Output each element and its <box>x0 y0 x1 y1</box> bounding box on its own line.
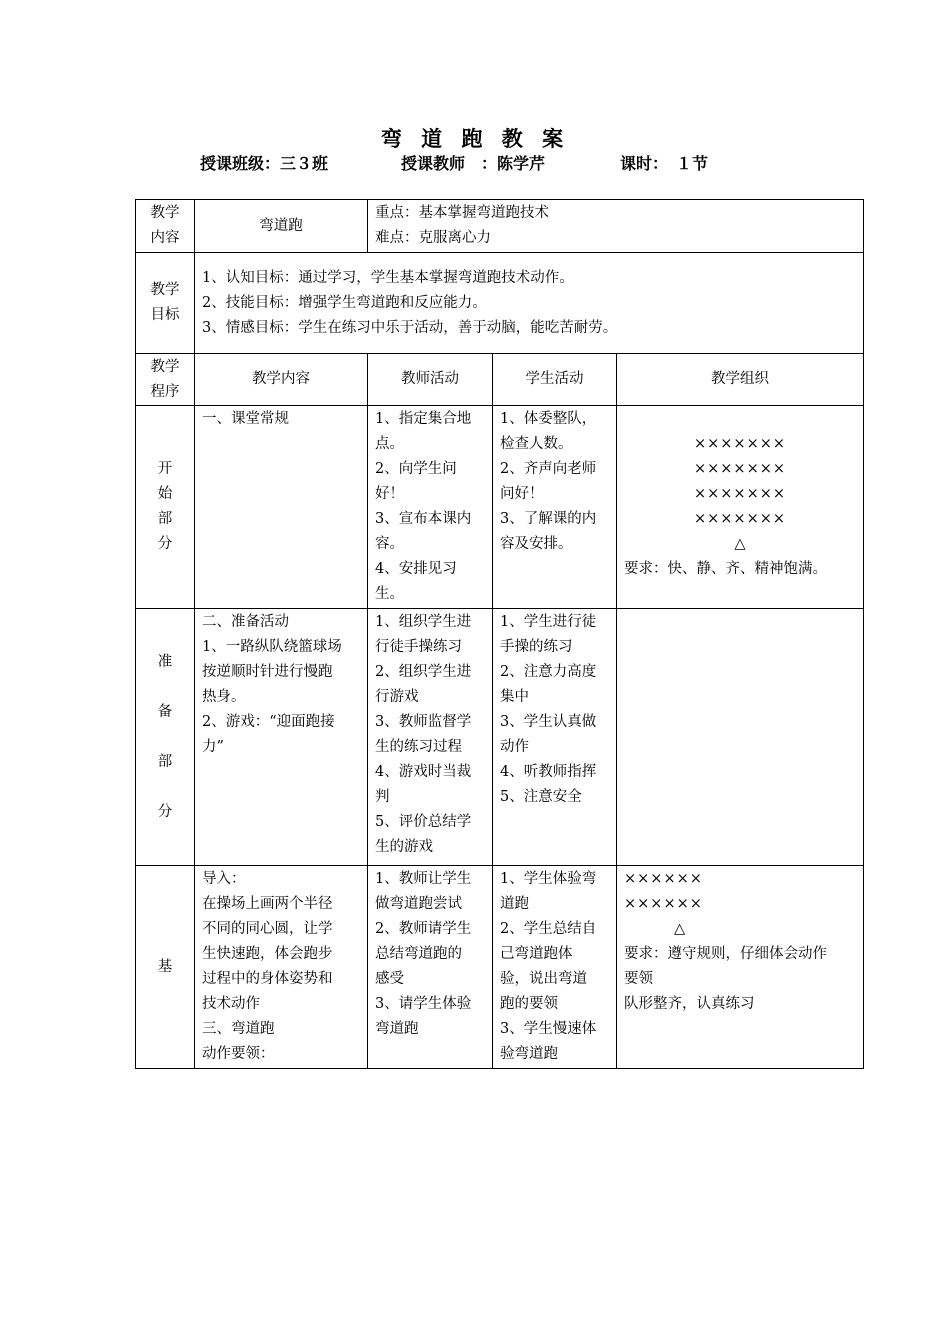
section-prep-content: 二、准备活动 1、一路纵队绕篮球场 按逆顺时针进行慢跑 热身。 2、游戏：“迎面跑接 力” <box>195 609 368 866</box>
formation-row: ××××××× <box>693 486 787 502</box>
teacher-label: 授课教师 ：陈学芹 <box>401 154 546 173</box>
goals-row <box>136 253 864 354</box>
teacher-position-marker: △ <box>734 536 746 552</box>
section-prep-row <box>136 609 864 866</box>
header-procedure: 教学 程序 <box>136 354 195 406</box>
document-title: 弯 道 跑 教 案 <box>380 126 570 151</box>
formation-row: ××××××× <box>693 436 787 452</box>
formation-row: ×××××× <box>624 871 703 887</box>
organization-requirement: 队形整齐，认真练习 <box>624 996 755 1012</box>
section-start-content: 一、课堂常规 <box>195 406 368 609</box>
goals-list <box>195 253 864 354</box>
section-basic-student: 1、学生体验弯 道跑 2、学生总结自 己弯道跑体 验，说出弯道 跑的要领 3、学生慢速体 验弯道跑 <box>493 866 617 1069</box>
section-basic-teacher: 1、教师让学生 做弯道跑尝试 2、教师请学生 总结弯道跑的 感受 3、请学生体验 弯道跑 <box>368 866 493 1069</box>
goal-item: 1、认知目标：通过学习，学生基本掌握弯道跑技术动作。 <box>202 269 574 286</box>
formation-row: ××××××× <box>693 511 787 527</box>
class-label: 授课班级：三３班 <box>200 154 329 173</box>
header-organization: 教学组织 <box>617 354 864 406</box>
organization-requirement: 要领 <box>624 971 653 987</box>
lesson-plan-table <box>135 199 864 1069</box>
hours-label: 课时： １节 <box>620 154 709 173</box>
section-start-teacher: 1、指定集合地 点。 2、向学生问 好！ 3、宣布本课内 容。 4、安排见习 生。 <box>368 406 493 609</box>
content-row-label: 教学 内容 <box>136 200 195 253</box>
section-prep-teacher: 1、组织学生进 行徒手操练习 2、组织学生进 行游戏 3、教师监督学 生的练习过程 4、游戏时当裁 判 5、评价总结学 生的游戏 <box>368 609 493 866</box>
organization-requirement: 要求：快、静、齐、精神饱满。 <box>624 561 827 577</box>
organization-requirement: 要求：遵守规则，仔细体会动作 <box>624 946 827 962</box>
goal-item: 2、技能目标：增强学生弯道跑和反应能力。 <box>202 294 487 311</box>
key-point: 重点：基本掌握弯道跑技术 <box>375 205 549 221</box>
section-start-organization <box>617 406 864 609</box>
section-basic-organization <box>617 866 864 1069</box>
header-student: 学生活动 <box>493 354 617 406</box>
goal-item: 3、情感目标：学生在练习中乐于活动，善于动脑，能吃苦耐劳。 <box>202 319 618 336</box>
formation-row: ×××××× <box>624 896 703 912</box>
section-start-row <box>136 406 864 609</box>
section-prep-student: 1、学生进行徒 手操的练习 2、注意力高度 集中 3、学生认真做 动作 4、听教师指挥 5、注意安全 <box>493 609 617 866</box>
header-teacher: 教师活动 <box>368 354 493 406</box>
section-basic-row <box>136 866 864 1069</box>
teacher-position-marker: △ <box>674 921 686 937</box>
section-label-prep: 准 备 部 分 <box>136 609 195 866</box>
section-label-start: 开 始 部 分 <box>136 406 195 609</box>
formation-row: ××××××× <box>693 461 787 477</box>
header-content: 教学内容 <box>195 354 368 406</box>
content-topic: 弯道跑 <box>195 200 368 253</box>
section-label-basic: 基 <box>136 866 195 1069</box>
section-prep-organization <box>617 609 864 866</box>
section-start-student: 1、体委整队， 检查人数。 2、齐声向老师 问好！ 3、了解课的内 容及安排。 <box>493 406 617 609</box>
content-row <box>136 200 864 253</box>
content-key-points <box>368 200 864 253</box>
goals-row-label: 教学 目标 <box>136 253 195 354</box>
section-basic-content: 导入： 在操场上画两个半径 不同的同心圆，让学 生快速跑，体会跑步 过程中的身体姿势和 技术动作 三、弯道跑 动作要领： <box>195 866 368 1069</box>
difficulty: 难点：克服离心力 <box>375 230 491 246</box>
column-header-row <box>136 354 864 406</box>
